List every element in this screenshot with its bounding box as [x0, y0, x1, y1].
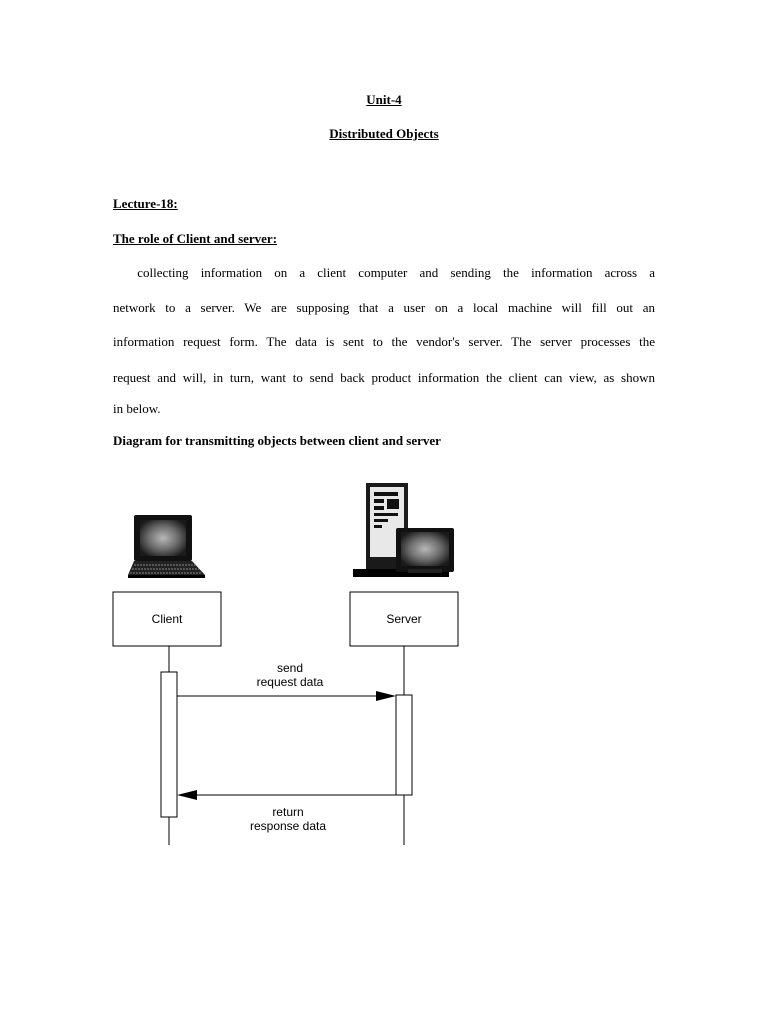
paragraph-line: request and will, in turn, want to send back product information the client can view, as shown [113, 370, 655, 385]
send-label: send [276, 661, 304, 675]
lecture-heading: Lecture-18: [113, 196, 178, 211]
paragraph-line: collecting information on a client computer and sending the information across a [113, 265, 655, 280]
paragraph-line: information request form. The data is sent to the vendor's server. The server processes the [113, 334, 655, 349]
section-heading: The role of Client and server: [113, 231, 278, 246]
return-label: return [272, 805, 304, 819]
paragraph-line: network to a server. We are supposing that a user on a local machine will fill out an [113, 300, 655, 315]
return-label: response data [249, 819, 327, 833]
page-title: Distributed Objects [329, 126, 439, 141]
diagram-title: Diagram for transmitting objects between client and server [113, 433, 441, 448]
client-label: Client [151, 612, 183, 626]
laptop-icon [128, 515, 205, 578]
send-arrow [177, 691, 396, 701]
server-activation [396, 695, 412, 795]
return-arrow [177, 790, 396, 800]
send-label: request data [256, 675, 324, 689]
server-icon [353, 483, 454, 577]
client-activation [161, 672, 177, 817]
paragraph-line: in below. [113, 401, 161, 416]
unit-heading: Unit-4 [366, 92, 402, 107]
server-label: Server [386, 612, 422, 626]
